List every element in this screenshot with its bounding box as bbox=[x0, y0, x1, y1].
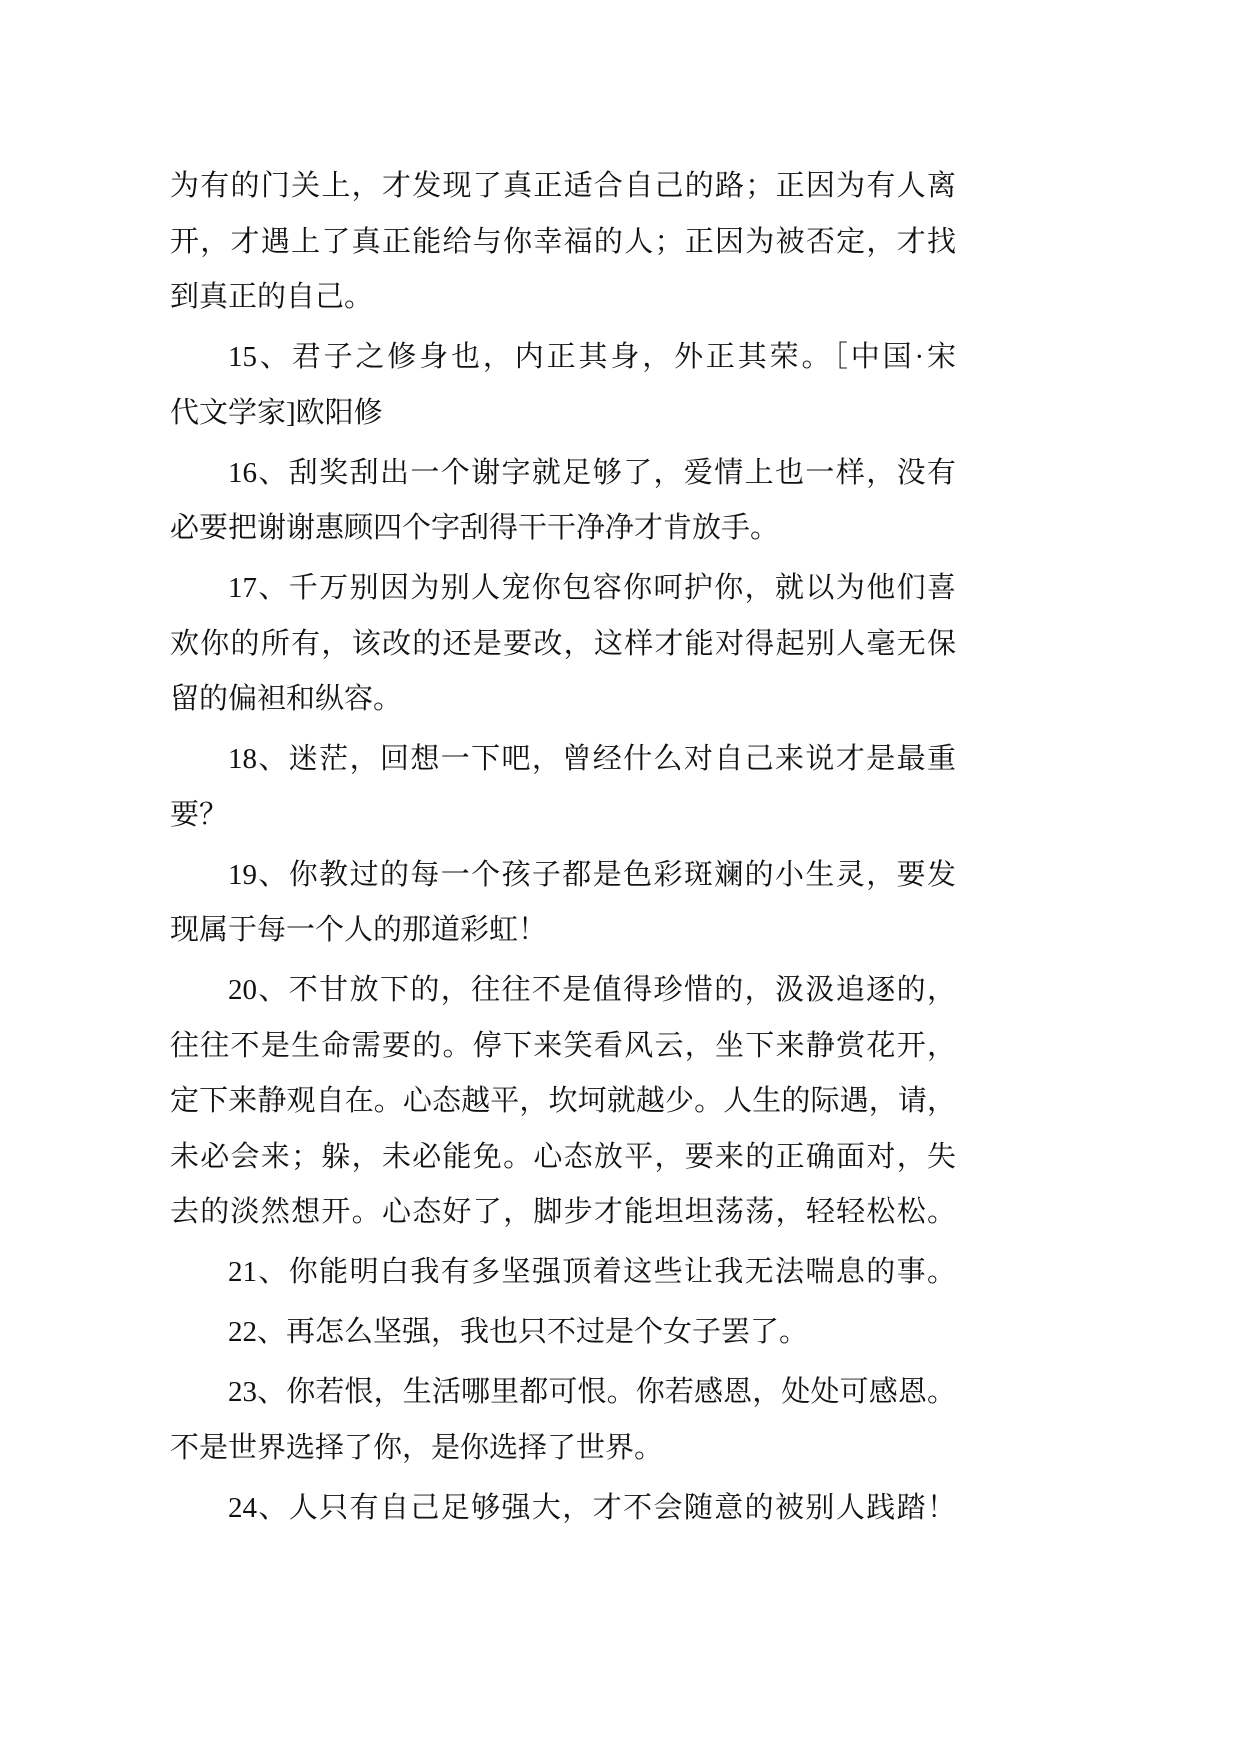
text-line: 18、迷茫，回想一下吧，曾经什么对自己来说才是最重 bbox=[228, 743, 956, 775]
text-line: 到真正的自己。 bbox=[170, 281, 374, 313]
paragraph-item-15 bbox=[170, 330, 956, 441]
document-body bbox=[170, 159, 956, 1536]
text-line: 17、千万别因为别人宠你包容你呵护你，就以为他们喜 bbox=[228, 572, 956, 604]
text-line: 必要把谢谢惠顾四个字刮得干干净净才肯放手。 bbox=[170, 512, 780, 544]
text-line: 22、再怎么坚强，我也只不过是个女子罢了。 bbox=[228, 1316, 809, 1348]
text-line: 开，才遇上了真正能给与你幸福的人；正因为被否定，才找 bbox=[170, 225, 956, 258]
text-line: 21、你能明白我有多坚强顶着这些让我无法喘息的事。 bbox=[228, 1256, 956, 1288]
paragraph-item-19 bbox=[170, 848, 956, 959]
paragraph-item-18 bbox=[170, 732, 956, 843]
paragraph-continued bbox=[170, 159, 956, 326]
paragraph-item-24 bbox=[170, 1481, 956, 1537]
text-line: 未必会来；躲，未必能免。心态放平，要来的正确面对，失 bbox=[170, 1140, 956, 1173]
text-line: 去的淡然想开。心态好了，脚步才能坦坦荡荡，轻轻松松。 bbox=[170, 1196, 956, 1228]
text-line: 23、你若恨，生活哪里都可恨。你若感恩，处处可感恩。 bbox=[228, 1376, 956, 1408]
text-line: 定下来静观自在。心态越平，坎坷就越少。人生的际遇，请， bbox=[170, 1085, 956, 1117]
text-line: 欢你的所有，该改的还是要改，这样才能对得起别人毫无保 bbox=[170, 627, 956, 660]
text-line: 留的偏袒和纵容。 bbox=[170, 683, 403, 715]
paragraph-item-17 bbox=[170, 561, 956, 728]
text-line: 代文学家]欧阳修 bbox=[170, 396, 383, 429]
paragraph-item-20 bbox=[170, 963, 956, 1241]
text-line: 24、人只有自己足够强大，才不会随意的被别人践踏！ bbox=[228, 1491, 956, 1524]
text-line: 16、刮奖刮出一个谢字就足够了，爱情上也一样，没有 bbox=[228, 456, 956, 489]
text-line: 为有的门关上，才发现了真正适合自己的路；正因为有人离 bbox=[170, 170, 956, 202]
text-line: 20、不甘放下的，往往不是值得珍惜的，汲汲追逐的， bbox=[228, 974, 956, 1006]
text-line: 19、你教过的每一个孩子都是色彩斑斓的小生灵，要发 bbox=[228, 858, 956, 891]
paragraph-item-16 bbox=[170, 446, 956, 557]
text-line: 15、君子之修身也，内正其身，外正其荣。［中国·宋 bbox=[228, 341, 956, 373]
text-line: 现属于每一个人的那道彩虹！ bbox=[170, 914, 548, 946]
paragraph-item-21 bbox=[170, 1245, 956, 1301]
text-line: 要？ bbox=[170, 798, 229, 831]
text-line: 往往不是生命需要的。停下来笑看风云，坐下来静赏花开， bbox=[170, 1029, 956, 1062]
text-line: 不是世界选择了你，是你选择了世界。 bbox=[170, 1431, 664, 1464]
paragraph-item-22 bbox=[170, 1305, 956, 1361]
paragraph-item-23 bbox=[170, 1365, 956, 1476]
